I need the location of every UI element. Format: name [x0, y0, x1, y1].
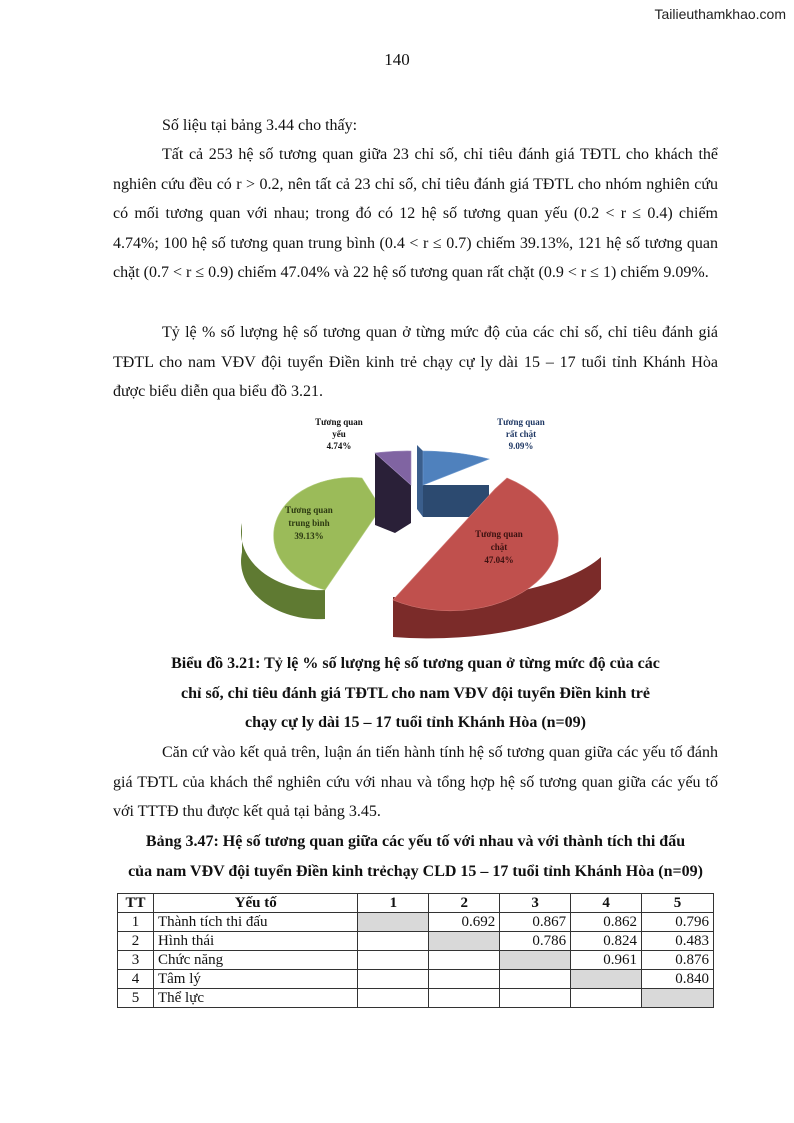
table-cell — [500, 970, 571, 989]
table-row — [118, 913, 714, 932]
label-weak-line2: yếu — [332, 429, 346, 439]
table-row — [118, 970, 714, 989]
table-cell — [571, 989, 642, 1008]
row-factor: Hình thái — [153, 932, 358, 951]
table-cell — [429, 932, 500, 951]
label-weak — [315, 417, 363, 451]
table-cell: 0.796 — [642, 913, 714, 932]
table-cell — [429, 951, 500, 970]
chart-caption-line3: chạy cự ly dài 15 – 17 tuổi tỉnh Khánh Hòa (n=09) — [245, 714, 586, 732]
table-cell — [358, 913, 429, 932]
label-strong-value: 47.04% — [484, 555, 514, 565]
table-cell — [500, 951, 571, 970]
table-cell: 0.692 — [429, 913, 500, 932]
table-cell: 0.840 — [642, 970, 714, 989]
table-row — [118, 989, 714, 1008]
table-cell — [429, 989, 500, 1008]
table-cell: 0.786 — [500, 932, 571, 951]
table-cell: 0.483 — [642, 932, 714, 951]
chart-caption-line2: chỉ số, chỉ tiêu đánh giá TĐTL cho nam VĐV đội tuyển Điền kinh trẻ — [181, 684, 650, 702]
slice-very-strong-side-2 — [417, 445, 423, 517]
table-caption — [113, 827, 718, 886]
table-row — [118, 932, 714, 951]
paragraph-chart-intro: Tỷ lệ % số lượng hệ số tương quan ở từng mức độ của các chỉ số, chỉ tiêu đánh giá TĐTL cho nam VĐV đội tuyển Điền kinh trẻ chạy cự ly dài 15 – 17 tuổi tỉnh Khánh Hòa được biểu diễn qua biểu đồ 3.21. — [113, 324, 718, 401]
row-index: 3 — [118, 951, 154, 970]
slice-medium — [241, 477, 381, 619]
row-index: 2 — [118, 932, 154, 951]
header-col-1: 1 — [358, 894, 429, 913]
table-cell — [358, 970, 429, 989]
label-medium-value: 39.13% — [294, 531, 324, 541]
row-factor: Tâm lý — [153, 970, 358, 989]
paragraph-intro: Số liệu tại bảng 3.44 cho thấy: — [162, 117, 358, 134]
pie-chart — [225, 405, 605, 645]
page-number: 140 — [384, 50, 410, 69]
header-col-2: 2 — [429, 894, 500, 913]
table-cell: 0.862 — [571, 913, 642, 932]
label-medium-line1: Tương quan — [285, 505, 333, 515]
table-cell: 0.876 — [642, 951, 714, 970]
table-cell: 0.961 — [571, 951, 642, 970]
table-cell — [642, 989, 714, 1008]
table-row — [118, 951, 714, 970]
table-cell — [429, 970, 500, 989]
header-col-5: 5 — [642, 894, 714, 913]
label-medium-line2: trung bình — [288, 518, 330, 528]
table-cell — [571, 970, 642, 989]
header-factor: Yếu tố — [153, 894, 358, 913]
chart-caption-line1: Biểu đồ 3.21: Tỷ lệ % số lượng hệ số tương quan ở từng mức độ của các — [171, 655, 660, 672]
label-weak-value: 4.74% — [326, 441, 352, 451]
table-cell — [358, 951, 429, 970]
row-factor: Chức năng — [153, 951, 358, 970]
table-cell — [500, 989, 571, 1008]
label-strong-line2: chặt — [490, 542, 508, 552]
chart-caption — [113, 649, 718, 738]
table-cell: 0.867 — [500, 913, 571, 932]
label-very-strong-value: 9.09% — [508, 441, 534, 451]
label-strong-line1: Tương quan — [475, 529, 523, 539]
row-factor: Thành tích thi đấu — [153, 913, 358, 932]
row-index: 5 — [118, 989, 154, 1008]
paragraph-table-intro: Căn cứ vào kết quả trên, luận án tiến hành tính hệ số tương quan giữa các yếu tố đánh giá TĐTL của khách thể nghiên cứu với nhau và tổng hợp hệ số tương quan giữa các yếu tố với TTTĐ thu được kết quả tại bảng 3.45. — [113, 744, 718, 821]
slice-weak — [375, 451, 411, 533]
slice-very-strong — [417, 445, 489, 517]
header-col-3: 3 — [500, 894, 571, 913]
correlation-table — [117, 893, 714, 1008]
table-cell — [358, 932, 429, 951]
paragraph-summary: Tất cả 253 hệ số tương quan giữa 23 chỉ số, chỉ tiêu đánh giá TĐTL cho khách thể nghiên cứu đều có r > 0.2, nên tất cả 23 chỉ số, chỉ tiêu đánh giá TĐTL cho nhóm nghiên cứu có mối tương quan với nhau; trong đó có 12 hệ số tương quan yếu (0.2 < r ≤ 0.4) chiếm 4.74%; 100 hệ số tương quan trung bình (0.4 < r ≤ 0.7) chiếm 39.13%, 121 hệ số tương quan chặt (0.7 < r ≤ 0.9) chiếm 47.04% và 22 hệ số tương quan rất chặt (0.9 < r ≤ 1) chiếm 9.09%. — [113, 146, 718, 282]
row-index: 1 — [118, 913, 154, 932]
table-header-row — [118, 894, 714, 913]
table-cell: 0.824 — [571, 932, 642, 951]
row-factor: Thể lực — [153, 989, 358, 1008]
row-index: 4 — [118, 970, 154, 989]
label-weak-line1: Tương quan — [315, 417, 363, 427]
watermark: Tailieuthamkhao.com — [654, 6, 786, 22]
slice-medium-top — [274, 477, 381, 590]
slice-very-strong-top — [423, 451, 489, 485]
header-tt: TT — [118, 894, 154, 913]
label-very-strong-line1: Tương quan — [497, 417, 545, 427]
label-very-strong — [497, 417, 545, 451]
label-very-strong-line2: rất chặt — [505, 429, 537, 439]
table-caption-line2: của nam VĐV đội tuyển Điền kinh trẻchạy CLD 15 – 17 tuổi tỉnh Khánh Hòa (n=09) — [128, 862, 703, 880]
header-col-4: 4 — [571, 894, 642, 913]
table-cell — [358, 989, 429, 1008]
table-caption-line1: Bảng 3.47: Hệ số tương quan giữa các yếu tố với nhau và với thành tích thi đấu — [145, 833, 686, 850]
